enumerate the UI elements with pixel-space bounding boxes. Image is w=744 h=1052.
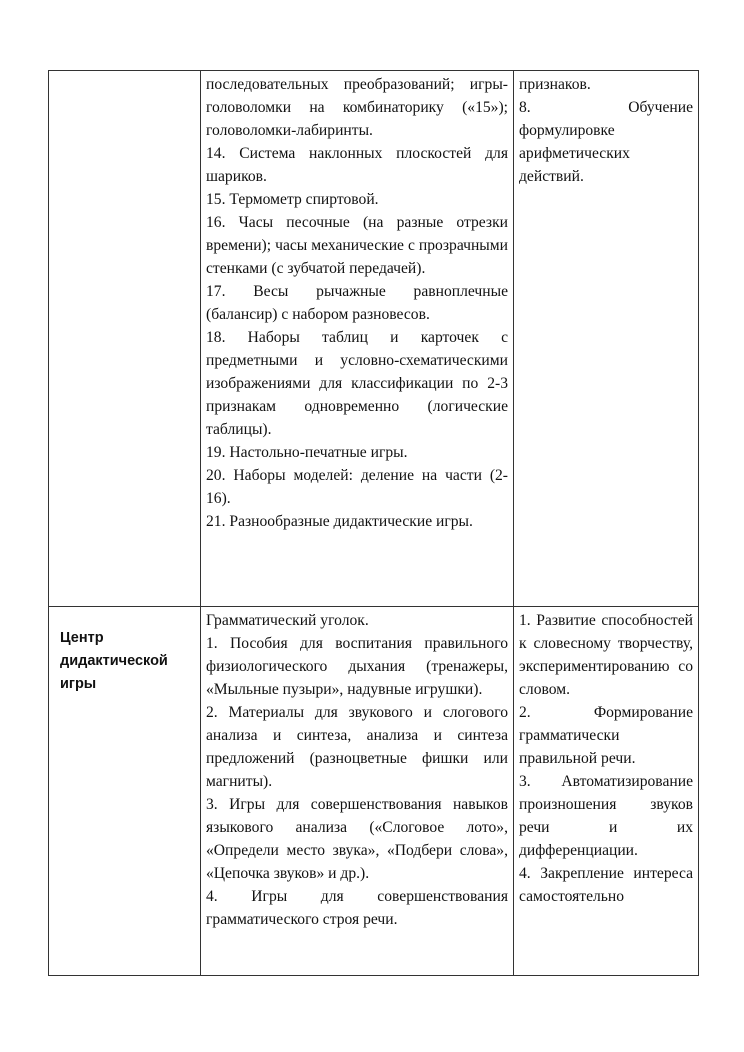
list-item: 17. Весы рычажные равноплечные (балансир) с набором разновесов. xyxy=(206,283,508,323)
list-item: последовательных преобразований; игры-головоломки на комбинаторику («15»); головоломки-лабиринты. xyxy=(206,76,508,139)
row1-equipment-cell xyxy=(201,71,514,607)
row2-equipment-cell xyxy=(201,607,514,976)
row2-goals-cell xyxy=(514,607,699,976)
list-item: 19. Настольно-печатные игры. xyxy=(206,444,408,461)
list-item: 18. Наборы таблиц и карточек с предметными и условно-схематическими изображениями для классификации по 2-3 признакам одновременно (логические таблицы). xyxy=(206,329,508,438)
list-item: 4. Игры для совершенствования грамматического строя речи. xyxy=(206,888,508,928)
row2-center-cell xyxy=(49,607,201,976)
list-item: Грамматический уголок. xyxy=(206,612,369,629)
list-item: 20. Наборы моделей: деление на части (2-16). xyxy=(206,467,508,507)
table-row xyxy=(49,607,699,976)
list-item: 3. Автоматизирование произношения звуков речи и их дифференциации. xyxy=(519,773,693,859)
list-item: 1. Развитие способностей к словесному творчеству, экспериментированию со словом. xyxy=(519,612,693,698)
list-item: 1. Пособия для воспитания правильного физиологического дыхания (тренажеры, «Мыльные пузыри», надувные игрушки). xyxy=(206,635,508,698)
center-title: Центр дидактической игры xyxy=(60,630,168,692)
list-item: 21. Разнообразные дидактические игры. xyxy=(206,513,473,530)
list-item: 16. Часы песочные (на разные отрезки времени); часы механические с прозрачными стенками (с зубчатой передачей). xyxy=(206,214,508,277)
table-row xyxy=(49,71,699,607)
list-item: 14. Система наклонных плоскостей для шариков. xyxy=(206,145,508,185)
list-item: 2. Формирование грамматически правильной речи. xyxy=(519,704,693,767)
list-item: 8. Обучение формулировке арифметических действий. xyxy=(519,99,693,185)
document-table xyxy=(48,70,699,976)
list-item: 3. Игры для совершенствования навыков языкового анализа («Слоговое лото», «Определи место звука», «Подбери слова», «Цепочка звуков» и др.). xyxy=(206,796,508,882)
row1-goals-cell xyxy=(514,71,699,607)
row1-center-cell xyxy=(49,71,201,607)
list-item: 4. Закрепление интереса самостоятельно xyxy=(519,865,693,905)
list-item: признаков. xyxy=(519,76,591,93)
list-item: 15. Термометр спиртовой. xyxy=(206,191,379,208)
list-item: 2. Материалы для звукового и слогового анализа и синтеза, анализа и синтеза предложений (разноцветные фишки или магниты). xyxy=(206,704,508,790)
